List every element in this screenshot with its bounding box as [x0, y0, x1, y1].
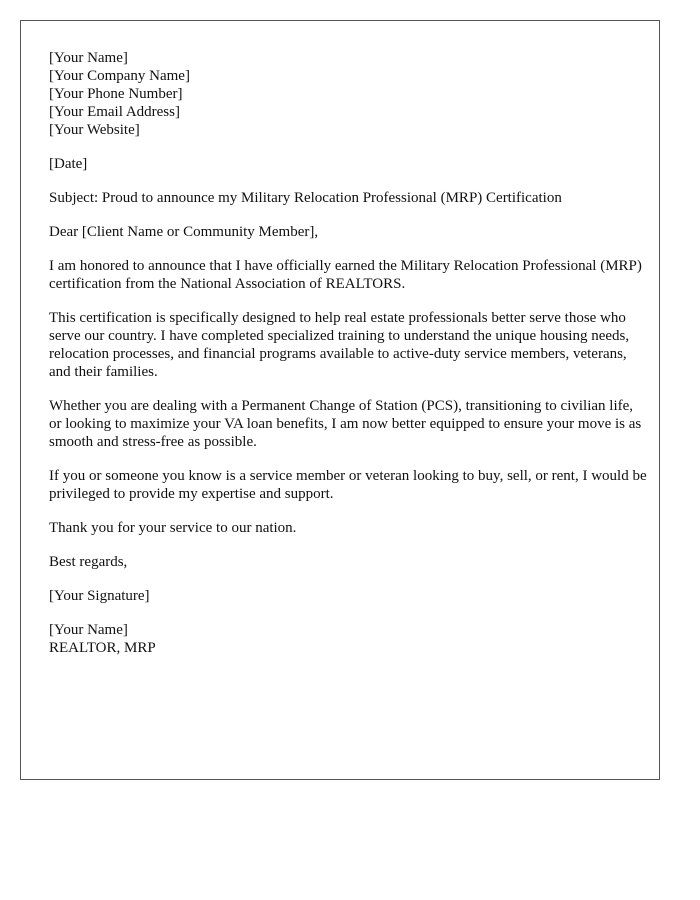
letter-closing: Best regards,	[49, 554, 128, 570]
footer-title: REALTOR, MRP	[49, 640, 156, 656]
sender-company: [Your Company Name]	[49, 68, 190, 84]
sender-email: [Your Email Address]	[49, 104, 180, 120]
sender-name: [Your Name]	[49, 50, 128, 66]
body-paragraph-3: Whether you are dealing with a Permanent Change of Station (PCS), transitioning to civilian life, or looking to maximize your VA loan benefits, I am now better equipped to ensure your move is as smooth and stress-free as possible.	[49, 398, 642, 450]
body-paragraph-5: Thank you for your service to our nation.	[49, 520, 297, 536]
letter-content	[49, 49, 649, 673]
footer-name: [Your Name]	[49, 622, 128, 638]
letter-page	[20, 20, 660, 780]
letter-signature: [Your Signature]	[49, 588, 150, 604]
sender-phone: [Your Phone Number]	[49, 86, 183, 102]
letter-date: [Date]	[49, 156, 88, 172]
sender-block	[49, 49, 649, 139]
sender-website: [Your Website]	[49, 122, 140, 138]
letter-subject: Subject: Proud to announce my Military Relocation Professional (MRP) Certification	[49, 190, 562, 206]
letter-salutation: Dear [Client Name or Community Member],	[49, 224, 319, 240]
body-paragraph-4: If you or someone you know is a service member or veteran looking to buy, sell, or rent, I would be privileged to provide my expertise and support.	[49, 468, 647, 502]
footer-block	[49, 621, 649, 657]
body-paragraph-2: This certification is specifically designed to help real estate professionals better serve those who serve our country. I have completed specialized training to understand the unique housing needs, relocation processes, and financial programs available to active-duty service members, veterans, and their families.	[49, 310, 630, 380]
body-paragraph-1: I am honored to announce that I have officially earned the Military Relocation Professional (MRP) certification from the National Association of REALTORS.	[49, 258, 642, 292]
